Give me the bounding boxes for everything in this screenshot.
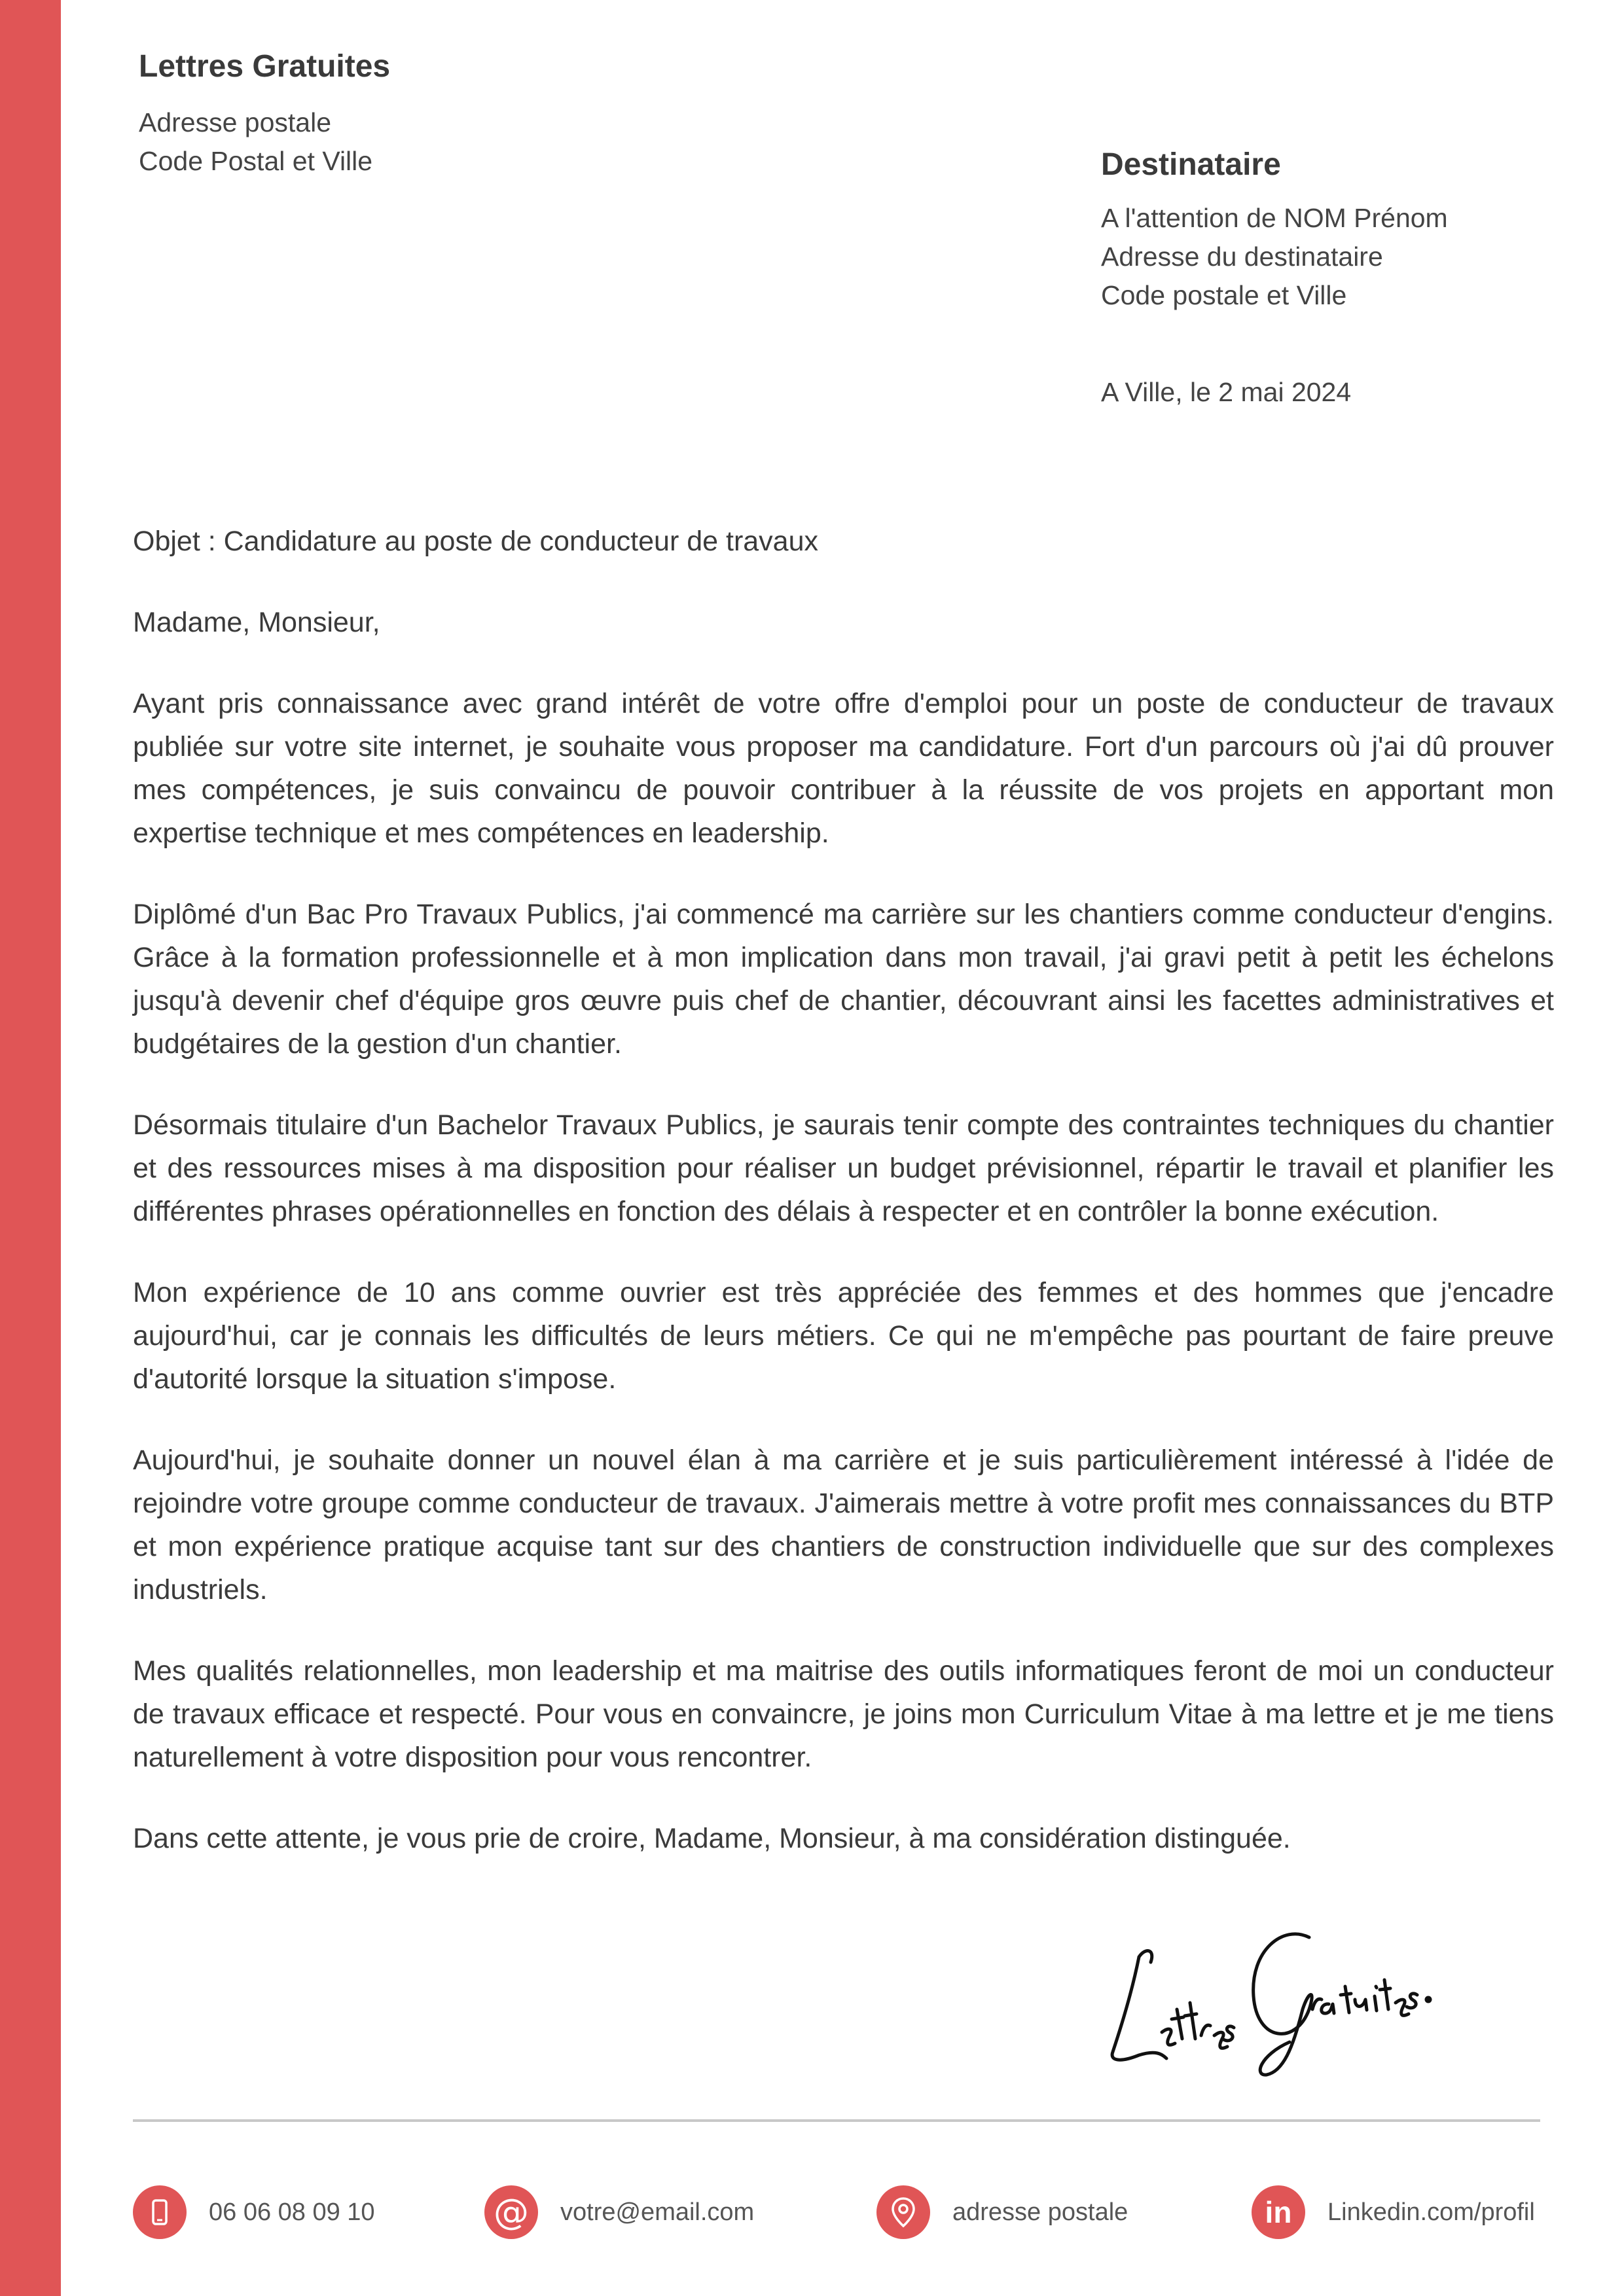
linkedin-icon: in	[1252, 2185, 1305, 2239]
paragraph: Ayant pris connaissance avec grand intérêt de votre offre d'emploi pour un poste de conducteur de travaux publiée sur votre site internet, je souhaite vous proposer ma candidature. Fort d'un parcours où j'ai dû prouver mes compétences, je suis convaincu de pouvoir contribuer à la réussite de vos projets en apportant mon expertise technique et mes compétences en leadership.	[133, 688, 1554, 849]
paragraph: Dans cette attente, je vous prie de croire, Madame, Monsieur, à ma considération distinguée.	[133, 1823, 1291, 1854]
contact-linkedin[interactable]	[1252, 2183, 1535, 2242]
location-pin-icon	[876, 2185, 930, 2239]
paragraph: Mon expérience de 10 ans comme ouvrier est très appréciée des femmes et des hommes que j'encadre aujourd'hui, car je connais les difficultés de leurs métiers. Ce qui ne m'empêche pas pourtant de faire preuve d'autorité lorsque la situation s'impose.	[133, 1277, 1554, 1395]
phone-icon	[133, 2185, 187, 2239]
paragraph: Aujourd'hui, je souhaite donner un nouvel élan à ma carrière et je suis particulièrement intéressé à l'idée de rejoindre votre groupe comme conducteur de travaux. J'aimerais mettre à votre profit mes connaissances du BTP et mon expérience pratique acquise tant sur des chantiers de construction individuelle que sur des complexes industriels.	[133, 1444, 1554, 1605]
paragraph: Désormais titulaire d'un Bachelor Travaux Publics, je saurais tenir compte des contraintes techniques du chantier et des ressources mises à ma disposition pour réaliser un budget prévisionnel, répartir le travail et planifier les différentes phrases opérationnelles en fonction des délais à respecter et en contrôler la bonne exécution.	[133, 1109, 1554, 1227]
recipient-block	[1101, 144, 1448, 315]
footer-divider	[133, 2119, 1540, 2122]
letter-body	[133, 520, 1554, 1898]
contact-address	[876, 2183, 1128, 2242]
recipient-city: Code postale et Ville	[1101, 280, 1347, 310]
sender-name: Lettres Gratuites	[139, 49, 391, 84]
recipient-title: Destinataire	[1101, 147, 1281, 182]
contact-phone	[133, 2183, 375, 2242]
contact-footer	[133, 2183, 1540, 2242]
contact-email[interactable]	[484, 2183, 754, 2242]
letter-date: A Ville, le 2 mai 2024	[1101, 377, 1352, 407]
contact-address-text: adresse postale	[952, 2198, 1128, 2226]
contact-email-text[interactable]: votre@email.com	[560, 2198, 755, 2226]
recipient-address: Adresse du destinataire	[1101, 242, 1383, 272]
accent-sidebar	[0, 0, 61, 2296]
handwritten-signature	[1093, 1911, 1486, 2081]
recipient-attention: A l'attention de NOM Prénom	[1101, 203, 1448, 233]
paragraph: Diplômé d'un Bac Pro Travaux Publics, j'ai commencé ma carrière sur les chantiers comme conducteur d'engins. Grâce à la formation professionnelle et à mon implication dans mon travail, j'ai gravi petit à petit les échelons jusqu'à devenir chef d'équipe gros œuvre puis chef de chantier, découvrant ainsi les facettes administratives et budgétaires de la gestion d'un chantier.	[133, 899, 1554, 1060]
letter-subject: Objet : Candidature au poste de conducteur de travaux	[133, 526, 819, 557]
contact-linkedin-text[interactable]: Linkedin.com/profil	[1327, 2198, 1535, 2226]
sender-block	[139, 46, 390, 181]
at-icon: @	[484, 2185, 538, 2239]
paragraph: Mes qualités relationnelles, mon leadership et ma maitrise des outils informatiques feront de moi un conducteur de travaux efficace et respecté. Pour vous en convaincre, je joins mon Curriculum Vitae à ma lettre et je me tiens naturellement à votre disposition pour vous rencontrer.	[133, 1655, 1554, 1773]
sender-city: Code Postal et Ville	[139, 146, 373, 176]
letter-greeting: Madame, Monsieur,	[133, 607, 380, 638]
contact-phone-text: 06 06 08 09 10	[209, 2198, 375, 2226]
sender-address: Adresse postale	[139, 107, 332, 137]
